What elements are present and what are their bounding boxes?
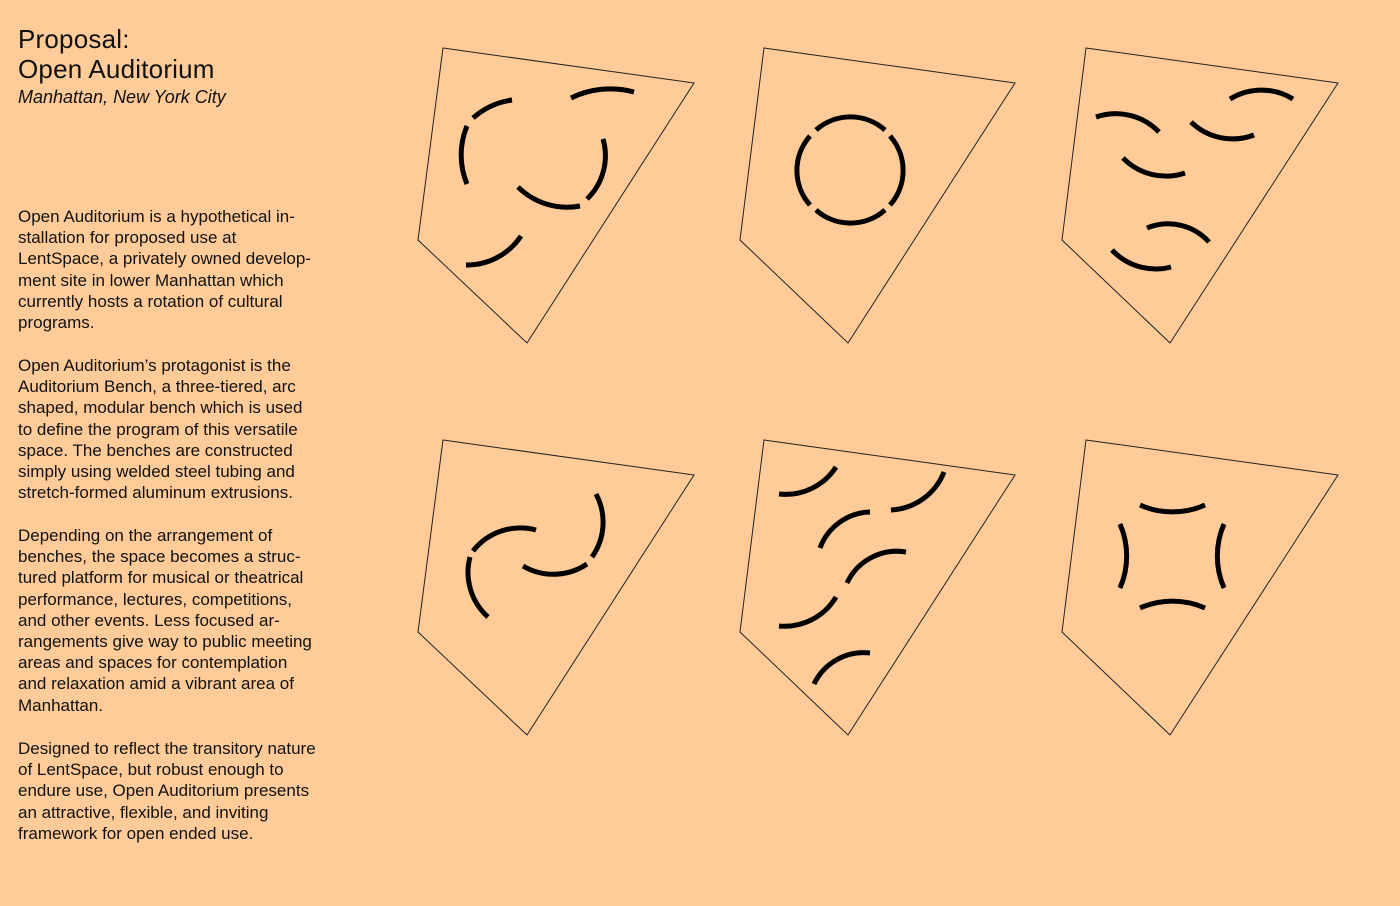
paragraph-line: Auditorium Bench, a three-tiered, arc xyxy=(18,377,296,397)
bench-arc xyxy=(847,551,906,583)
bench-arc xyxy=(1147,224,1209,242)
paragraph-line: benches, the space becomes a struc- xyxy=(18,547,301,567)
paragraph-line: of LentSpace, but robust enough to xyxy=(18,760,284,780)
bench-arc xyxy=(466,236,521,265)
paragraph-line: areas and spaces for contemplation xyxy=(18,653,288,673)
bench-arc xyxy=(473,528,536,551)
site-boundary xyxy=(740,440,1015,735)
paragraph-line: framework for open ended use. xyxy=(18,823,254,843)
bench-arc xyxy=(797,136,810,205)
bench-arc xyxy=(1217,524,1224,588)
paragraph-line: Designed to reflect the transitory nature xyxy=(18,739,316,758)
bench-arc xyxy=(1140,601,1205,608)
bench-arc xyxy=(820,512,870,548)
paragraph-line: and other events. Less focused ar- xyxy=(18,610,280,630)
site-boundary xyxy=(1062,440,1338,735)
bench-arc xyxy=(1120,524,1127,588)
paragraph-line: space. The benches are constructed xyxy=(18,440,293,460)
paragraph-line: simply using welded steel tubing and xyxy=(18,462,295,482)
paragraph-line: stallation for proposed use at xyxy=(18,228,237,248)
bench-arc xyxy=(816,210,885,223)
bench-arc xyxy=(523,564,587,574)
paragraph-line: rangements give way to public meeting xyxy=(18,632,312,652)
site-boundary xyxy=(740,48,1015,343)
paragraph-line: stretch-formed aluminum extrusions. xyxy=(18,483,293,503)
site-plan-6 xyxy=(1062,440,1338,735)
bench-arc xyxy=(1191,122,1254,139)
paragraph-line: tured platform for musical or theatrical xyxy=(18,568,304,588)
bench-arc xyxy=(890,136,903,205)
site-plan-3 xyxy=(1062,48,1338,343)
bench-arc xyxy=(1123,158,1185,176)
bench-arc xyxy=(587,139,605,199)
bench-arc xyxy=(1230,90,1293,99)
bench-arc xyxy=(814,653,870,684)
bench-arc xyxy=(592,494,603,557)
bench-arc xyxy=(816,117,885,130)
paragraph-line: an attractive, flexible, and inviting xyxy=(18,802,269,822)
bench-arc xyxy=(1112,250,1171,269)
page-title-line-2: Open Auditorium xyxy=(18,54,215,84)
paragraph-line: endure use, Open Auditorium presents xyxy=(18,781,310,801)
paragraph-line: to define the program of this versatile xyxy=(18,419,298,439)
site-plan-5 xyxy=(740,440,1015,735)
paragraph-line: Manhattan. xyxy=(18,695,104,715)
paragraph-line: shaped, modular bench which is used xyxy=(18,398,303,418)
paragraph-line: Open Auditorium is a hypothetical in- xyxy=(18,207,295,226)
location-subtitle: Manhattan, New York City xyxy=(18,87,226,107)
bench-arc xyxy=(571,89,634,98)
bench-arc xyxy=(891,472,944,510)
bench-arc xyxy=(1096,114,1159,132)
paragraph-line: Depending on the arrangement of xyxy=(18,526,273,545)
paragraph-line: Open Auditorium’s protagonist is the xyxy=(18,356,291,375)
bench-arc xyxy=(1140,505,1205,512)
bench-arc xyxy=(468,557,488,617)
paragraph-line: and relaxation amid a vibrant area of xyxy=(18,674,294,694)
paragraph-line: ment site in lower Manhattan which xyxy=(18,270,284,290)
paragraph-line: performance, lectures, competitions, xyxy=(18,589,293,609)
bench-arc xyxy=(779,597,836,626)
paragraph-line: programs. xyxy=(18,313,95,333)
bench-arc xyxy=(518,187,580,207)
paragraph-line: currently hosts a rotation of cultural xyxy=(18,291,283,311)
site-plan-1 xyxy=(418,48,694,343)
site-boundary xyxy=(1062,48,1338,343)
page-title-line-1: Proposal: xyxy=(18,24,130,54)
site-plan-2 xyxy=(740,48,1015,343)
bench-arc xyxy=(461,126,467,184)
site-boundary xyxy=(418,440,694,735)
bench-arc xyxy=(473,100,512,118)
paragraph-line: LentSpace, a privately owned develop- xyxy=(18,249,311,269)
site-plan-4 xyxy=(418,440,694,735)
bench-arc xyxy=(779,467,836,494)
site-boundary xyxy=(418,48,694,343)
